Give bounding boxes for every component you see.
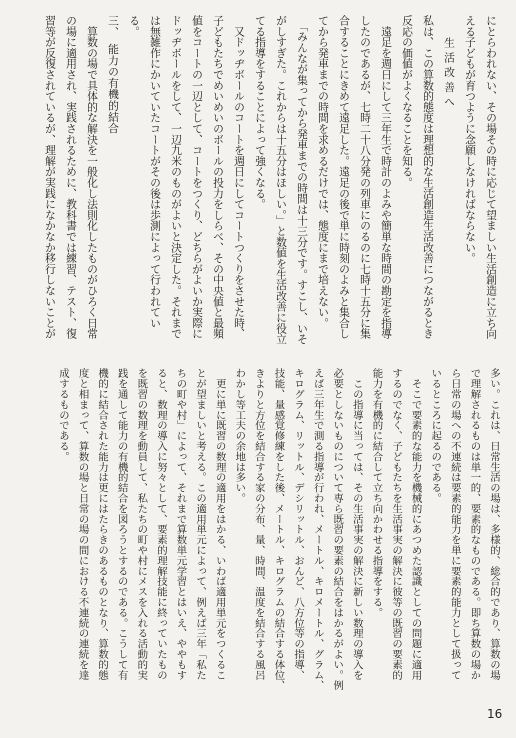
text-line: したのであるが、七時二十八分発の列車にのるのに七時十五分に集 [359,15,372,339]
top-text-block [40,15,502,353]
text-line: 又ドッヂボールのコートを週日にしてコートつくりをさせた時、 [233,15,246,339]
text-line: の場に適用され、実践されるために、教科書では練習、テスト、復 [65,15,78,339]
text-line: える子どもが育つように念願しなければならない。 [464,15,477,264]
text-line: 度と相まって、算数の場と日常の場の間における不連続の連続を達 [76,368,89,680]
text-line: がしすぎた。これからは十五分はほしい。」と数値を生活改善に役立 [275,15,288,345]
text-line: 子どもたちでめいめいのボールの投力をしらべ、その中央値と最頻 [212,15,225,339]
text-line: 「みんなが集ってから発車までの時間は十三分です。すこし、いそ [296,15,309,345]
text-line: ると、数理の導入に努々として、要素的理解技能に終っていたもの [154,368,167,680]
text-line: キログラム、リットル、デシリットル、おんど、八方位等の指導、 [292,368,305,680]
text-line: とが望ましいと考える。この適用単元によって、例えば三年「私た [194,368,207,680]
text-line: そこで要素的な能力を機械的にあつめた認識としての問題に適用 [409,368,422,680]
section-heading-three: 三、 能力の有機的結合 [107,15,120,134]
text-line: 多い。これは、日常生活の場は、多様的、総合的であり、算数の場 [488,368,500,680]
text-line: を既習の数理を動員して、私たちの町や村にメスを入れる活動的実 [135,368,148,680]
text-line: えば三年生で測る指導が行われ、メートル、キロメートル、グラム、 [311,368,324,691]
text-line: 合することにきめて遠足した。遠足の後で単に時刻のよみと集合し [338,15,351,339]
text-line: 機的に結合された能力は更にはたらきのあるものとなり、算数的態 [96,368,109,680]
text-line: 算数の場で具体的な解決を一般化し法則化したものがひろく日常 [86,15,99,339]
text-line: きよりと方位を結合する家の分布、量、時間、温度を結合する風呂 [252,368,265,680]
text-line: 必要としないものについて専ら既習の要素の結合をはかるがよい。例 [331,368,344,691]
text-line: は無雑作にかいていたコートがその後は歩測によって行われてい [149,15,162,329]
text-line: 技能、量感覚修練をした後、メートル、キログラムの結合する体位、 [272,368,285,691]
text-line: するのでなく、子どもたちを生活事実の解決に彼等の既習の要素的 [390,368,403,680]
text-line: 遠足を週日にして三年生で時計のよみや簡単な時間の勘定を指導 [380,15,393,339]
text-line: ちの町や村」によって、それまで算数単元学習とはいえ、ややもす [174,368,187,680]
text-line: で理解されるものは単一的、要素的なものである。即ち算数の場か [468,368,481,680]
text-line: 能力を有機的に結合して立ち向かわせる指導をする。 [370,368,383,618]
text-line: わかし等工夫の余地は多い。 [233,368,246,504]
text-line: てる指導をすることによって強くなる。 [254,15,267,210]
text-line: 成するものである。 [56,368,69,462]
section-heading-seikatsu-kaizen: 生活改善へ [443,37,456,111]
text-line: にとらわれない、その場その時に応じて望ましい生活創造に立ち向 [485,15,498,339]
text-line: いるところに起るのである。 [429,368,442,504]
text-line: 習等が反復されているが、理解が実践になかなか移行しないことが [44,15,57,339]
text-line: 践を通して能力の有機的結合を図ろうとするのである。こうして有 [115,368,128,680]
text-line: ドッヂボールをして、一辺九米のものがよいと決定した。それまで [170,15,183,339]
text-line: ら日常の場への不連続は要素的能力を単に要素的能力として扱って [448,368,461,680]
text-line: てから発車までの時間を求めるだけでは、態度にまで培えない。 [317,15,330,329]
text-line: 値をコートの一辺として、コートをつくり、どちらがよいか実際に [191,15,204,339]
text-line: る。 [128,15,141,37]
text-line: 私は、この算数的態度は理想的な生活創造生活改善につながるとき [422,15,435,339]
text-line: 反応の価値がよくなることを知る。 [401,15,414,188]
page-number: 16 [487,707,503,721]
bottom-text-block [51,368,503,704]
text-line: この指導に当っては、その生活事実の解決に新しい数理の導入を [350,368,363,680]
text-line: 更に単に既習の数理の適用をはかる、いわば適用単元をつくるこ [213,368,226,680]
